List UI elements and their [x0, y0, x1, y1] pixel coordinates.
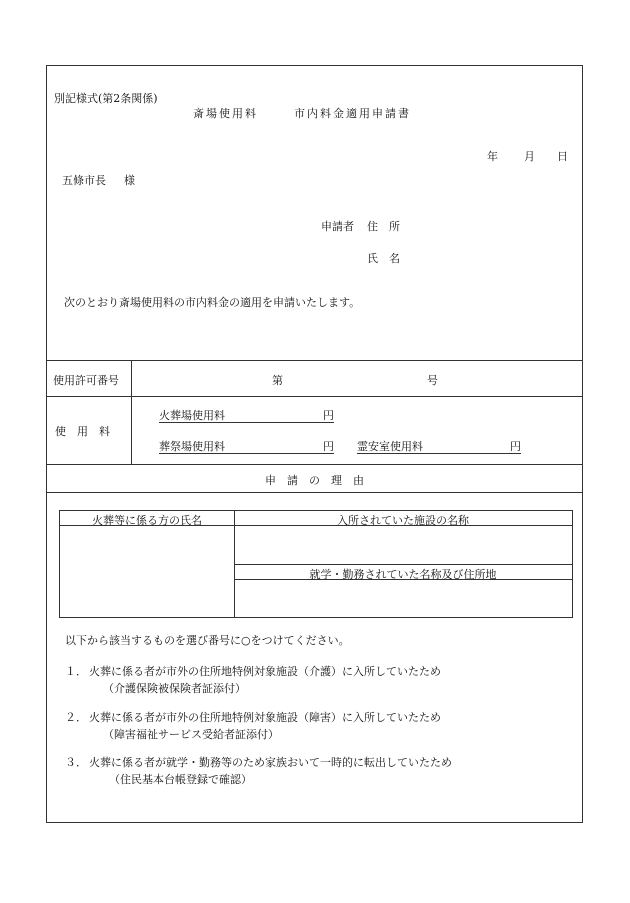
application-form	[46, 65, 583, 823]
style-label: 別記様式(第2条関係)	[54, 92, 158, 105]
fee-label: 使 用 料	[55, 425, 110, 438]
label-column-divider	[131, 360, 132, 464]
permit-label: 使用許可番号	[53, 374, 119, 387]
name-label: 氏 名	[367, 252, 400, 265]
cremation-fee-label: 火葬場使用料	[159, 409, 225, 422]
funeral-hall-fee-underline	[159, 453, 334, 454]
form-title-part1: 斎場使用料	[193, 107, 258, 120]
option-2-note: （障害福祉サービス受給者証添付）	[103, 728, 279, 741]
reason-table-mid-line	[234, 564, 572, 565]
option-1-number[interactable]: １．	[65, 665, 87, 678]
cremation-fee-yen: 円	[323, 409, 334, 422]
funeral-hall-fee-label: 葬祭場使用料	[159, 440, 225, 453]
permit-dai: 第	[272, 374, 283, 387]
divider	[47, 464, 582, 465]
date-year: 年	[487, 150, 498, 163]
option-2-text: 火葬に係る者が市外の住所地特例対象施設（障害）に入所していたため	[89, 711, 441, 724]
request-text: 次のとおり斎場使用料の市内料金の適用を申請いたします。	[64, 296, 361, 309]
form-title-part2: 市内料金適用申請書	[294, 107, 411, 120]
divider	[47, 396, 582, 397]
option-3-text: 火葬に係る者が就学・勤務等のため家族おいて一時的に転出していたため	[89, 756, 452, 769]
option-3-number[interactable]: ３．	[65, 756, 87, 769]
address-label: 住 所	[367, 220, 400, 233]
reason-instruction: 以下から該当するものを選び番号に○をつけてください。	[65, 634, 350, 647]
funeral-hall-fee-yen: 円	[323, 440, 334, 453]
col-facility-name: 入所されていた施設の名称	[337, 514, 469, 527]
col-person-name: 火葬等に係る方の氏名	[92, 514, 202, 527]
option-3-note: （住民基本台帳登録で確認）	[109, 773, 252, 786]
permit-go: 号	[427, 374, 438, 387]
option-1-note: （介護保険被保険者証添付）	[103, 682, 246, 695]
date-month: 月	[524, 150, 535, 163]
col-work-name-address: 就学・勤務されていた名称及び住所地	[309, 568, 497, 581]
mortuary-fee-underline	[357, 453, 521, 454]
cremation-fee-underline	[159, 422, 334, 423]
option-1-text: 火葬に係る者が市外の住所地特例対象施設（介護）に入所していたため	[89, 665, 441, 678]
date-day: 日	[557, 150, 568, 163]
divider	[47, 360, 582, 361]
mortuary-fee-label: 霊安室使用料	[357, 440, 423, 453]
addressee: 五條市長	[62, 174, 106, 187]
mortuary-fee-yen: 円	[510, 440, 521, 453]
applicant-label: 申請者	[321, 220, 354, 233]
reason-table	[59, 510, 573, 618]
divider	[47, 492, 582, 493]
addressee-honorific: 様	[124, 174, 135, 187]
reason-header: 申 請 の 理 由	[265, 474, 364, 487]
option-2-number[interactable]: ２．	[65, 711, 87, 724]
